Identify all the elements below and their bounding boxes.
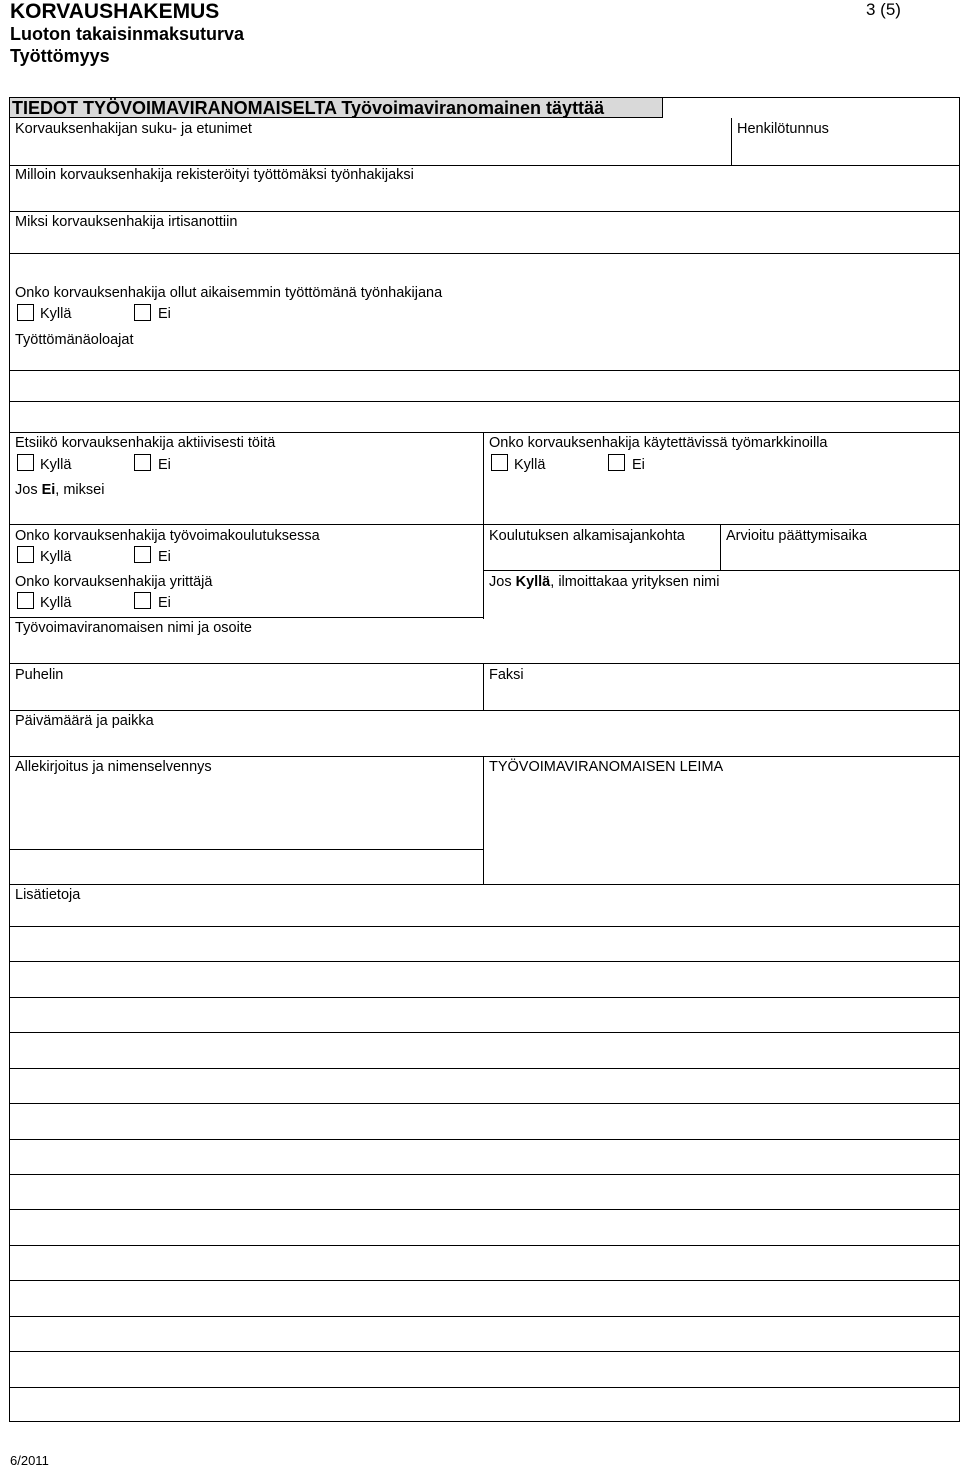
training-yes-checkbox[interactable] — [17, 546, 34, 563]
row-line — [9, 710, 960, 711]
divider — [483, 663, 484, 710]
phone-label: Puhelin — [15, 667, 64, 683]
if-no-why-label: Jos Ei, miksei — [15, 482, 105, 498]
ssn-label: Henkilötunnus — [737, 121, 829, 137]
row-line — [9, 524, 960, 525]
row-line — [9, 432, 960, 433]
available-label: Onko korvauksenhakija käytettävissä työmarkkinoilla — [489, 435, 828, 451]
entrepreneur-no-checkbox[interactable] — [134, 592, 151, 609]
form-subtitle-2: Työttömyys — [10, 46, 110, 66]
name-label: Korvauksenhakijan suku- ja etunimet — [15, 121, 252, 137]
entrepreneur-label: Onko korvauksenhakija yrittäjä — [15, 574, 213, 590]
form-subtitle: Luoton takaisinmaksuturva — [10, 24, 245, 44]
row-line — [9, 211, 960, 212]
ruled-line — [9, 926, 960, 927]
dismissed-label: Miksi korvauksenhakija irtisanottiin — [15, 214, 238, 230]
form-version: 6/2011 — [10, 1453, 49, 1468]
seeking-label: Etsiikö korvauksenhakija aktiivisesti töitä — [15, 435, 276, 451]
company-name-label: Jos Kyllä, ilmoittakaa yrityksen nimi — [489, 574, 720, 590]
ruled-line — [9, 1139, 960, 1140]
stamp-label: TYÖVOIMAVIRANOMAISEN LEIMA — [489, 759, 724, 775]
ruled-line — [9, 1068, 960, 1069]
yes-label: Kyllä — [40, 549, 72, 565]
no-label: Ei — [158, 549, 171, 565]
ruled-line — [9, 1174, 960, 1175]
row-line — [483, 570, 960, 571]
yes-label: Kyllä — [40, 457, 72, 473]
row-line — [9, 617, 484, 618]
page-number: 3 (5) — [866, 0, 901, 19]
previously-unemployed-no-checkbox[interactable] — [134, 304, 151, 321]
ruled-line — [9, 961, 960, 962]
divider — [483, 432, 484, 619]
row-line — [9, 756, 960, 757]
ruled-line — [9, 1387, 960, 1388]
row-line — [9, 401, 960, 402]
additional-info-label: Lisätietoja — [15, 887, 81, 903]
row-line — [9, 253, 960, 254]
no-label: Ei — [158, 457, 171, 473]
training-end-label: Arvioitu päättymisaika — [726, 528, 868, 544]
training-start-label: Koulutuksen alkamisajankohta — [489, 528, 685, 544]
row-line — [9, 663, 960, 664]
training-label: Onko korvauksenhakija työvoimakoulutuksessa — [15, 528, 320, 544]
entrepreneur-yes-checkbox[interactable] — [17, 592, 34, 609]
available-yes-checkbox[interactable] — [491, 454, 508, 471]
seeking-yes-checkbox[interactable] — [17, 454, 34, 471]
training-no-checkbox[interactable] — [134, 546, 151, 563]
fax-label: Faksi — [489, 667, 524, 683]
row-line — [9, 849, 484, 850]
frame-top-right — [663, 97, 960, 98]
no-label: Ei — [632, 457, 645, 473]
no-label: Ei — [158, 306, 171, 322]
yes-label: Kyllä — [40, 595, 72, 611]
previously-unemployed-label: Onko korvauksenhakija ollut aikaisemmin työttömänä työnhakijana — [15, 285, 443, 301]
frame-left — [9, 97, 10, 884]
ruled-line — [9, 1032, 960, 1033]
row-line — [9, 165, 960, 166]
additional-info-box[interactable] — [9, 884, 960, 1422]
yes-label: Kyllä — [40, 306, 72, 322]
form-title: KORVAUSHAKEMUS — [10, 0, 220, 23]
ruled-line — [9, 997, 960, 998]
row-line — [9, 370, 960, 371]
section-title: TIEDOT TYÖVOIMAVIRANOMAISELTA Työvoimaviranomainen täyttää — [12, 98, 605, 118]
no-label: Ei — [158, 595, 171, 611]
seeking-no-checkbox[interactable] — [134, 454, 151, 471]
divider — [720, 524, 721, 570]
ruled-line — [9, 1103, 960, 1104]
yes-label: Kyllä — [514, 457, 546, 473]
unemployment-periods-label: Työttömänäoloajat — [15, 332, 134, 348]
registered-label: Milloin korvauksenhakija rekisteröityi työttömäksi työnhakijaksi — [15, 167, 414, 183]
signature-label: Allekirjoitus ja nimenselvennys — [15, 759, 212, 775]
ruled-line — [9, 1316, 960, 1317]
ruled-line — [9, 1351, 960, 1352]
ruled-line — [9, 1209, 960, 1210]
divider — [483, 756, 484, 884]
available-no-checkbox[interactable] — [608, 454, 625, 471]
ruled-line — [9, 1280, 960, 1281]
date-place-label: Päivämäärä ja paikka — [15, 713, 154, 729]
ruled-line — [9, 1245, 960, 1246]
previously-unemployed-yes-checkbox[interactable] — [17, 304, 34, 321]
divider — [731, 118, 732, 165]
authority-label: Työvoimaviranomaisen nimi ja osoite — [15, 620, 252, 636]
